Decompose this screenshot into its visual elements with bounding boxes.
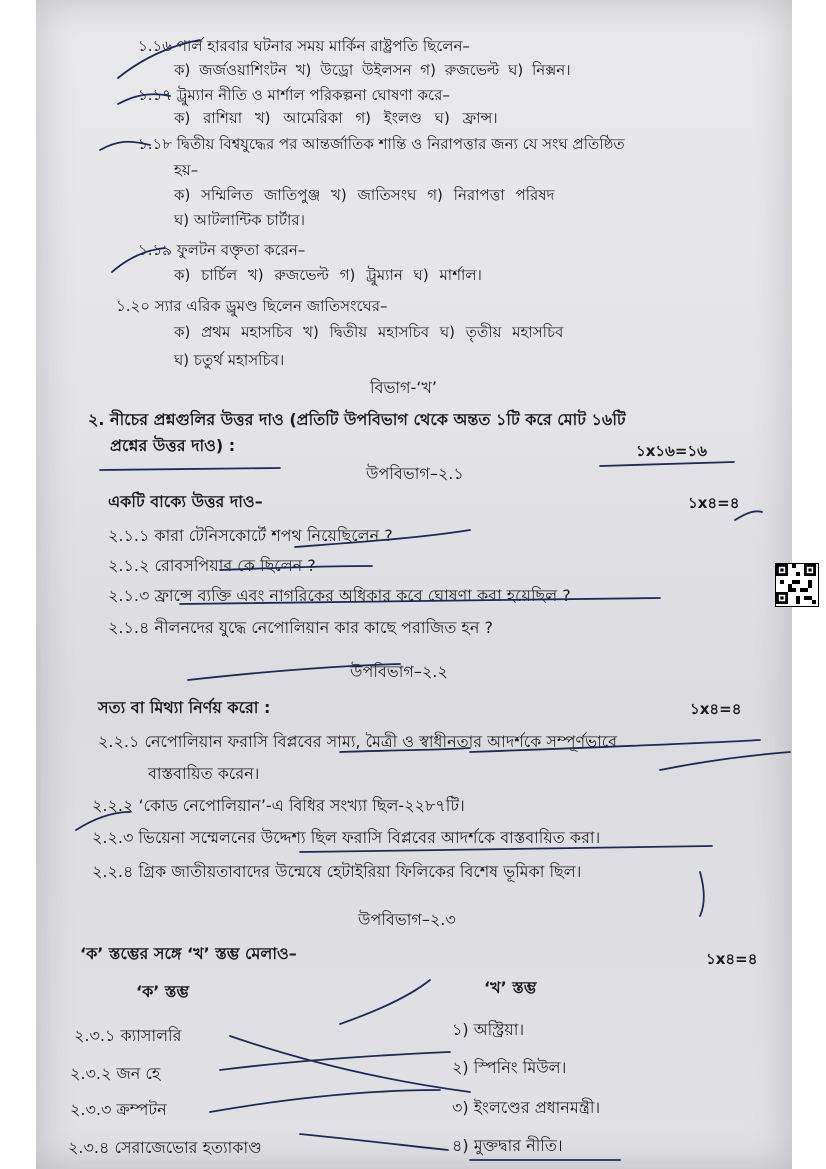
column-a-item: ২.৩.২ জন হে	[70, 1064, 161, 1083]
column-b-item: ২) স্পিনিং মিউল।	[452, 1058, 567, 1077]
question-2-1-3: ২.১.৩ ফ্রান্সে ব্যক্তি এবং নাগরিকের অধিকার কবে ঘোষণা করা হয়েছিল ?	[108, 586, 571, 605]
qr-code-icon	[775, 563, 819, 607]
options-1-18-cont: ঘ) আটলান্টিক চার্টার।	[174, 211, 306, 229]
column-b-item: ৩) ইংলণ্ডের প্রধানমন্ত্রী।	[452, 1098, 601, 1117]
column-b-header: ‘খ’ স্তম্ভ	[484, 978, 537, 997]
options-1-17: ক) রাশিয়া খ) আমেরিকা গ) ইংলণ্ড ঘ) ফ্রান্স।	[174, 109, 498, 127]
question-2-2-2: ২.২.২ ‘কোড নেপোলিয়ান’-এ বিধির সংখ্যা ছিল-২২৮৭টি।	[92, 796, 465, 815]
subsection-marks: ১x৪=৪	[706, 950, 758, 968]
column-a-item: ২.৩.১ ক্যাসালরি	[74, 1026, 182, 1045]
subsection-marks: ১x৪=৪	[688, 494, 740, 512]
question-2-2-1: ২.২.১ নেপোলিয়ান ফরাসি বিপ্লবের সাম্য, মৈত্রী ও স্বাধীনতার আদর্শকে সম্পূর্ণভাবে	[98, 732, 618, 751]
column-a-header: ‘ক’ স্তম্ভ	[136, 982, 190, 1001]
question-1-20	[116, 296, 388, 316]
question-2-1-4: ২.১.৪ নীলনদের যুদ্ধে নেপোলিয়ান কার কাছে পরাজিত হন ?	[108, 618, 493, 637]
section-instruction-cont: প্রশ্নের উত্তর দাও) :	[110, 436, 236, 455]
question-number: ১.১৬	[138, 37, 172, 55]
question-2-1-2: ২.১.২ রোবসপিয়ার কে ছিলেন ?	[108, 556, 316, 575]
question-2-2-4: ২.২.৪ গ্রিক জাতীয়তাবাদের উন্মেষে হেটাইরিয়া ফিলিকের বিশেষ ভূমিকা ছিল।	[92, 862, 582, 881]
subsection-marks: ১x৪=৪	[690, 700, 742, 718]
subsection-instruction: ‘ক’ স্তম্ভের সঙ্গে ‘খ’ স্তম্ভ মেলাও–	[80, 944, 297, 963]
options-1-16: ক) জর্জওয়াশিংটন খ) উড্রো উইলসন গ) রুজভেল্ট ঘ) নিক্সন।	[174, 61, 571, 79]
column-a-item: ২.৩.৪ সেরাজেভোর হত্যাকাণ্ড	[68, 1138, 262, 1157]
question-2-1-1: ২.১.১ কারা টেনিসকোর্টে শপথ নিয়েছিলেন ?	[108, 526, 393, 545]
question-1-18	[138, 134, 625, 154]
question-number: ১.২০	[116, 297, 151, 315]
column-b-item: ১) অস্ট্রিয়া।	[452, 1020, 525, 1039]
section-total-marks: ১x১৬=১৬	[636, 442, 707, 460]
question-number: ১.১৭	[138, 86, 172, 104]
question-1-17	[138, 85, 450, 105]
section-title: বিভাগ-‘খ’	[370, 378, 437, 397]
question-number: ১.১৮	[138, 135, 172, 153]
options-1-18: ক) সম্মিলিত জাতিপুঞ্জ খ) জাতিসংঘ গ) নিরাপত্তা পরিষদ	[174, 186, 555, 204]
options-1-20-cont: ঘ) চতুর্থ মহাসচিব।	[174, 351, 285, 369]
question-1-18-cont: হয়–	[174, 161, 199, 179]
subsection-instruction: একটি বাক্যে উত্তর দাও–	[108, 492, 263, 511]
column-b-item: ৪) মুক্তদ্বার নীতি।	[452, 1136, 563, 1155]
question-text: দ্বিতীয় বিশ্বযুদ্ধের পর আন্তর্জাতিক শান্তি ও নিরাপত্তার জন্য যে সংঘ প্রতিষ্ঠিত	[176, 135, 625, 153]
question-1-16	[138, 36, 470, 56]
question-text: ফুলটন বক্তৃতা করেন–	[176, 241, 306, 259]
subsection-title: উপবিভাগ–২.১	[366, 464, 464, 483]
question-text: পার্ল হারবার ঘটনার সময় মার্কিন রাষ্ট্রপতি ছিলেন–	[176, 37, 470, 55]
question-number: ১.১৯	[138, 241, 172, 259]
section-instruction: ২. নীচের প্রশ্নগুলির উত্তর দাও (প্রতিটি উপবিভাগ থেকে অন্তত ১টি করে মোট ১৬টি	[88, 410, 626, 429]
subsection-instruction: সত্য বা মিথ্যা নির্ণয় করো :	[98, 698, 271, 717]
options-1-19: ক) চার্চিল খ) রুজভেল্ট গ) ট্রুম্যান ঘ) মার্শাল।	[174, 266, 482, 284]
question-text: ট্রুম্যান নীতি ও মার্শাল পরিকল্পনা ঘোষণা করে–	[176, 86, 450, 104]
column-a-item: ২.৩.৩ ক্রম্পটন	[70, 1100, 167, 1119]
question-2-2-1-cont: বাস্তবায়িত করেন।	[148, 764, 260, 783]
question-1-19	[138, 240, 305, 260]
subsection-title: উপবিভাগ–২.৩	[358, 910, 456, 929]
question-2-2-3: ২.২.৩ ভিয়েনা সম্মেলনের উদ্দেশ্য ছিল ফরাসি বিপ্লবের আদর্শকে বাস্তবায়িত করা।	[92, 828, 601, 847]
options-1-20: ক) প্রথম মহাসচিব খ) দ্বিতীয় মহাসচিব ঘ) তৃতীয় মহাসচিব	[174, 323, 564, 341]
question-text: স্যার এরিক ড্রুমণ্ড ছিলেন জাতিসংঘের–	[154, 297, 388, 315]
subsection-title: উপবিভাগ–২.২	[350, 662, 448, 681]
